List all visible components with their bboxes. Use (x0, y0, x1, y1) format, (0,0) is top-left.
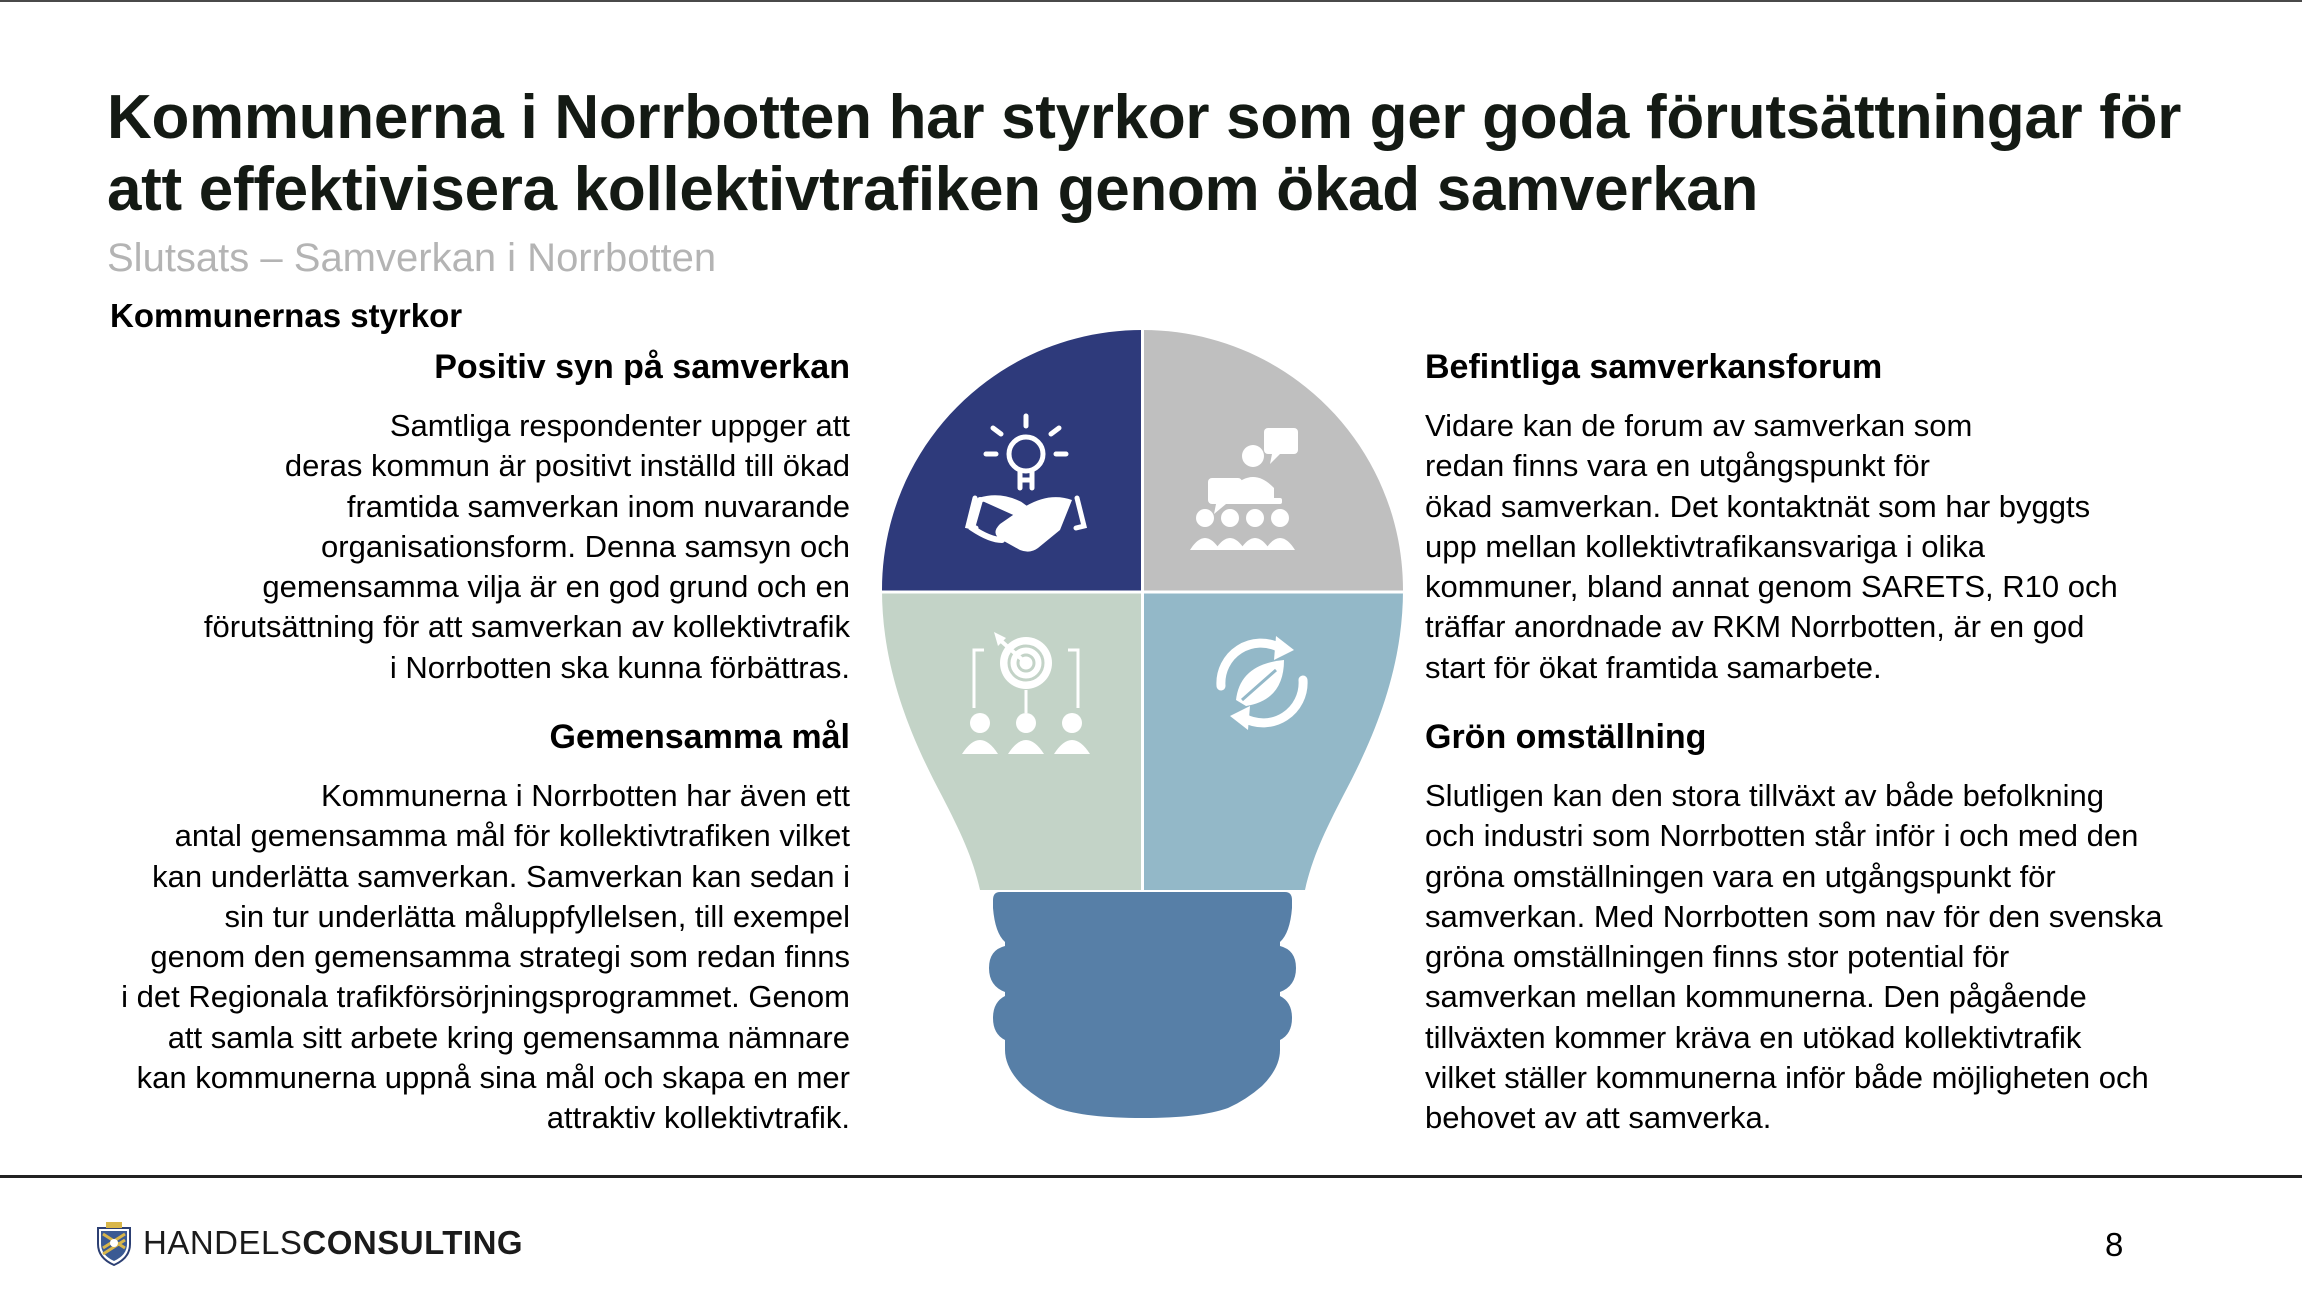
bulb-base (989, 892, 1296, 1118)
handelsconsulting-logo (95, 1218, 523, 1268)
block-heading: Positiv syn på samverkan (434, 348, 850, 386)
quadrant-bottom-right (1143, 592, 1405, 892)
footer-rule (0, 1175, 2302, 1178)
section-label: Kommunernas styrkor (110, 297, 463, 334)
block-heading: Gemensamma mål (549, 718, 850, 756)
block-heading: Befintliga samverkansforum (1425, 348, 1883, 386)
block-befintliga-forum (1425, 344, 2185, 688)
slide-title: Kommunerna i Norrbotten har styrkor som ger goda förutsättningar för att effektivisera kollektivtrafiken genom ökad samverkan (107, 83, 2182, 224)
logo-prefix: HANDELS (143, 1224, 303, 1261)
block-heading: Grön omställning (1425, 718, 1707, 756)
logo-suffix: CONSULTING (302, 1224, 524, 1261)
logo-wordmark (143, 1224, 523, 1262)
quadrant-bottom-left (880, 592, 1142, 892)
block-body: Slutligen kan den stora tillväxt av både befolkning och industri som Norrbotten står inför i och med den gröna omställningen vara en utgångspunkt för samverkan. Med Norrbotten som nav för den svenska gröna omställningen finns stor potential för samverkan mellan kommunerna. Den pågående tillväxten kommer kräva en utökad kollektivtrafik vilket ställer kommunerna inför både möjligheten och behovet av att samverka. (1425, 778, 2163, 1136)
block-body: Vidare kan de forum av samverkan som redan finns vara en utgångspunkt för ökad samverkan. Det kontaktnät som har byggts upp mellan kollektivtrafikansvariga i olika kommuner, bland annat genom SARETS, R10 och träffar anordnade av RKM Norrbotten, är en god start för ökat framtida samarbete. (1425, 408, 2118, 685)
top-rule (0, 0, 2302, 2)
block-positiv-syn (90, 344, 850, 688)
slide-subtitle: Slutsats – Samverkan i Norrbotten (107, 236, 717, 280)
block-gron-omstallning (1425, 714, 2185, 1139)
block-body: Kommunerna i Norrbotten har även ett antal gemensamma mål för kollektivtrafiken vilket kan underlätta samverkan. Samverkan kan sedan i sin tur underlätta måluppfyllelsen, till exempel genom den gemensamma strategi som redan finns i det Regionala trafikförsörjningsprogrammet. Genom att samla sitt arbete kring gemensamma nämnare kan kommunerna uppnå sina mål och skapa en mer attraktiv kollektivtrafik. (121, 778, 850, 1136)
block-body: Samtliga respondenter uppger att deras kommun är positivt inställd till ökad framtida samverkan inom nuvarande organisationsform. Denna samsyn och gemensamma vilja är en god grund och en förutsättning för att samverkan av kollektivtrafik i Norrbotten ska kunna förbättras. (203, 408, 850, 685)
block-gemensamma-mal (90, 714, 850, 1139)
page-number: 8 (2105, 1226, 2124, 1263)
crest-icon (95, 1220, 133, 1266)
lightbulb-graphic (880, 328, 1405, 1118)
